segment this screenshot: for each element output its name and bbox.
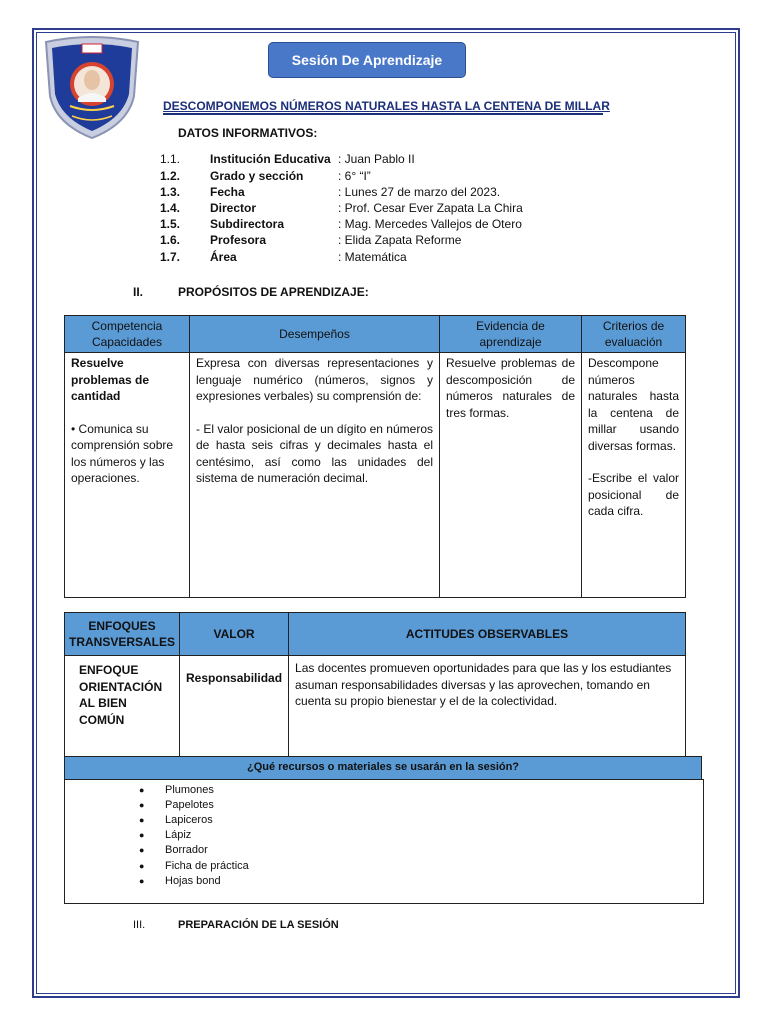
table-row: [65, 656, 686, 772]
bullet-icon: ●: [139, 800, 145, 810]
list-item: [139, 844, 208, 858]
info-value: : Lunes 27 de marzo del 2023.: [338, 185, 501, 199]
resources-question: ¿Qué recursos o materiales se usarán en la sesión?: [64, 756, 702, 780]
resource-label: Borrador: [165, 844, 208, 856]
info-label: Fecha: [210, 185, 245, 199]
info-label: Institución Educativa: [210, 152, 331, 166]
section-number: III.: [133, 919, 146, 931]
list-item: [139, 875, 221, 889]
info-value: : Juan Pablo II: [338, 152, 415, 166]
bullet-icon: ●: [139, 861, 145, 871]
preparacion-heading: PREPARACIÓN DE LA SESIÓN: [178, 919, 339, 931]
info-label: Profesora: [210, 233, 267, 247]
info-value: : Elida Zapata Reforme: [338, 233, 462, 247]
resource-label: Lapiceros: [165, 814, 213, 826]
info-label: Grado y sección: [210, 169, 304, 183]
desempeno-text: - El valor posicional de un dígito en números de hasta seis cifras y decimales hasta el centésimo, así como las unidades del sistema de numeración decimal.: [196, 421, 433, 485]
competencia-text: Resuelve problemas de cantidad: [71, 356, 150, 403]
resources-list: [64, 779, 704, 904]
column-header: Criterios de evaluación: [582, 316, 686, 353]
enfoque-cell: ENFOQUE ORIENTACIÓN AL BIEN COMÚN: [65, 656, 180, 772]
propositos-heading: PROPÓSITOS DE APRENDIZAJE:: [178, 285, 369, 299]
list-item: [139, 799, 214, 813]
column-header: Evidencia de aprendizaje: [440, 316, 582, 353]
propositos-table: [64, 315, 686, 598]
bullet-icon: ●: [139, 845, 145, 855]
actitudes-cell: Las docentes promueven oportunidades para que las y los estudiantes asuman responsabilidades diversas y las aprovechen, tomando en cuenta su propio bienestar y el de la colectividad.: [289, 656, 686, 772]
info-number: 1.4.: [160, 201, 181, 215]
resource-label: Hojas bond: [165, 875, 221, 887]
info-label: Área: [210, 250, 237, 264]
criterio-text: -Escribe el valor posicional de cada cifra.: [588, 471, 679, 518]
desempeno-text: Expresa con diversas representaciones y lenguaje numérico (números, signos y expresiones verbales) su comprensión de:: [196, 356, 433, 403]
info-number: 1.1.: [160, 152, 181, 166]
bullet-icon: ●: [139, 876, 145, 886]
info-label: Subdirectora: [210, 217, 285, 231]
evidencia-text: Resuelve problemas de descomposición de números naturales de tres formas.: [446, 356, 575, 420]
bullet-icon: ●: [139, 830, 145, 840]
info-value: : Matemática: [338, 250, 407, 264]
info-number: 1.7.: [160, 250, 181, 264]
table-header-row: [65, 613, 686, 656]
session-title-badge: Sesión De Aprendizaje: [268, 42, 466, 78]
main-title-underline: [163, 113, 603, 115]
list-item: [139, 814, 213, 828]
criterio-text: Descompone números naturales hasta la centena de millar usando diversas formas.: [588, 356, 679, 453]
list-item: [139, 784, 214, 798]
criterios-cell: [582, 353, 686, 598]
evidencia-cell: [440, 353, 582, 598]
column-header: ACTITUDES OBSERVABLES: [289, 613, 686, 656]
capacidad-text: • Comunica su comprensión sobre los números y las operaciones.: [71, 421, 174, 485]
column-header: Desempeños: [190, 316, 440, 353]
school-crest-logo: [42, 36, 142, 140]
column-header: Competencia Capacidades: [65, 316, 190, 353]
info-value: : Mag. Mercedes Vallejos de Otero: [338, 217, 522, 231]
info-label: Director: [210, 201, 257, 215]
info-number: 1.5.: [160, 217, 181, 231]
valor-cell: Responsabilidad: [180, 656, 289, 772]
info-number: 1.3.: [160, 185, 181, 199]
datos-heading: DATOS INFORMATIVOS:: [178, 126, 318, 140]
info-number: 1.2.: [160, 169, 181, 183]
bullet-icon: ●: [139, 815, 145, 825]
info-number: 1.6.: [160, 233, 181, 247]
resource-label: Plumones: [165, 784, 214, 796]
column-header: ENFOQUES TRANSVERSALES: [65, 613, 180, 656]
main-title: DESCOMPONEMOS NÚMEROS NATURALES HASTA LA CENTENA DE MILLAR: [163, 99, 610, 113]
table-row: [65, 353, 686, 598]
resource-label: Papelotes: [165, 799, 214, 811]
desempenos-cell: [190, 353, 440, 598]
list-item: [139, 829, 192, 843]
info-value: : 6° “I”: [338, 169, 371, 183]
resource-label: Lápiz: [165, 829, 192, 841]
info-value: : Prof. Cesar Ever Zapata La Chira: [338, 201, 523, 215]
competencia-cell: [65, 353, 190, 598]
resource-label: Ficha de práctica: [165, 860, 249, 872]
table-header-row: [65, 316, 686, 353]
list-item: [139, 860, 249, 874]
bullet-icon: ●: [139, 785, 145, 795]
column-header: VALOR: [180, 613, 289, 656]
enfoques-table: [64, 612, 686, 772]
section-number: II.: [133, 285, 144, 299]
